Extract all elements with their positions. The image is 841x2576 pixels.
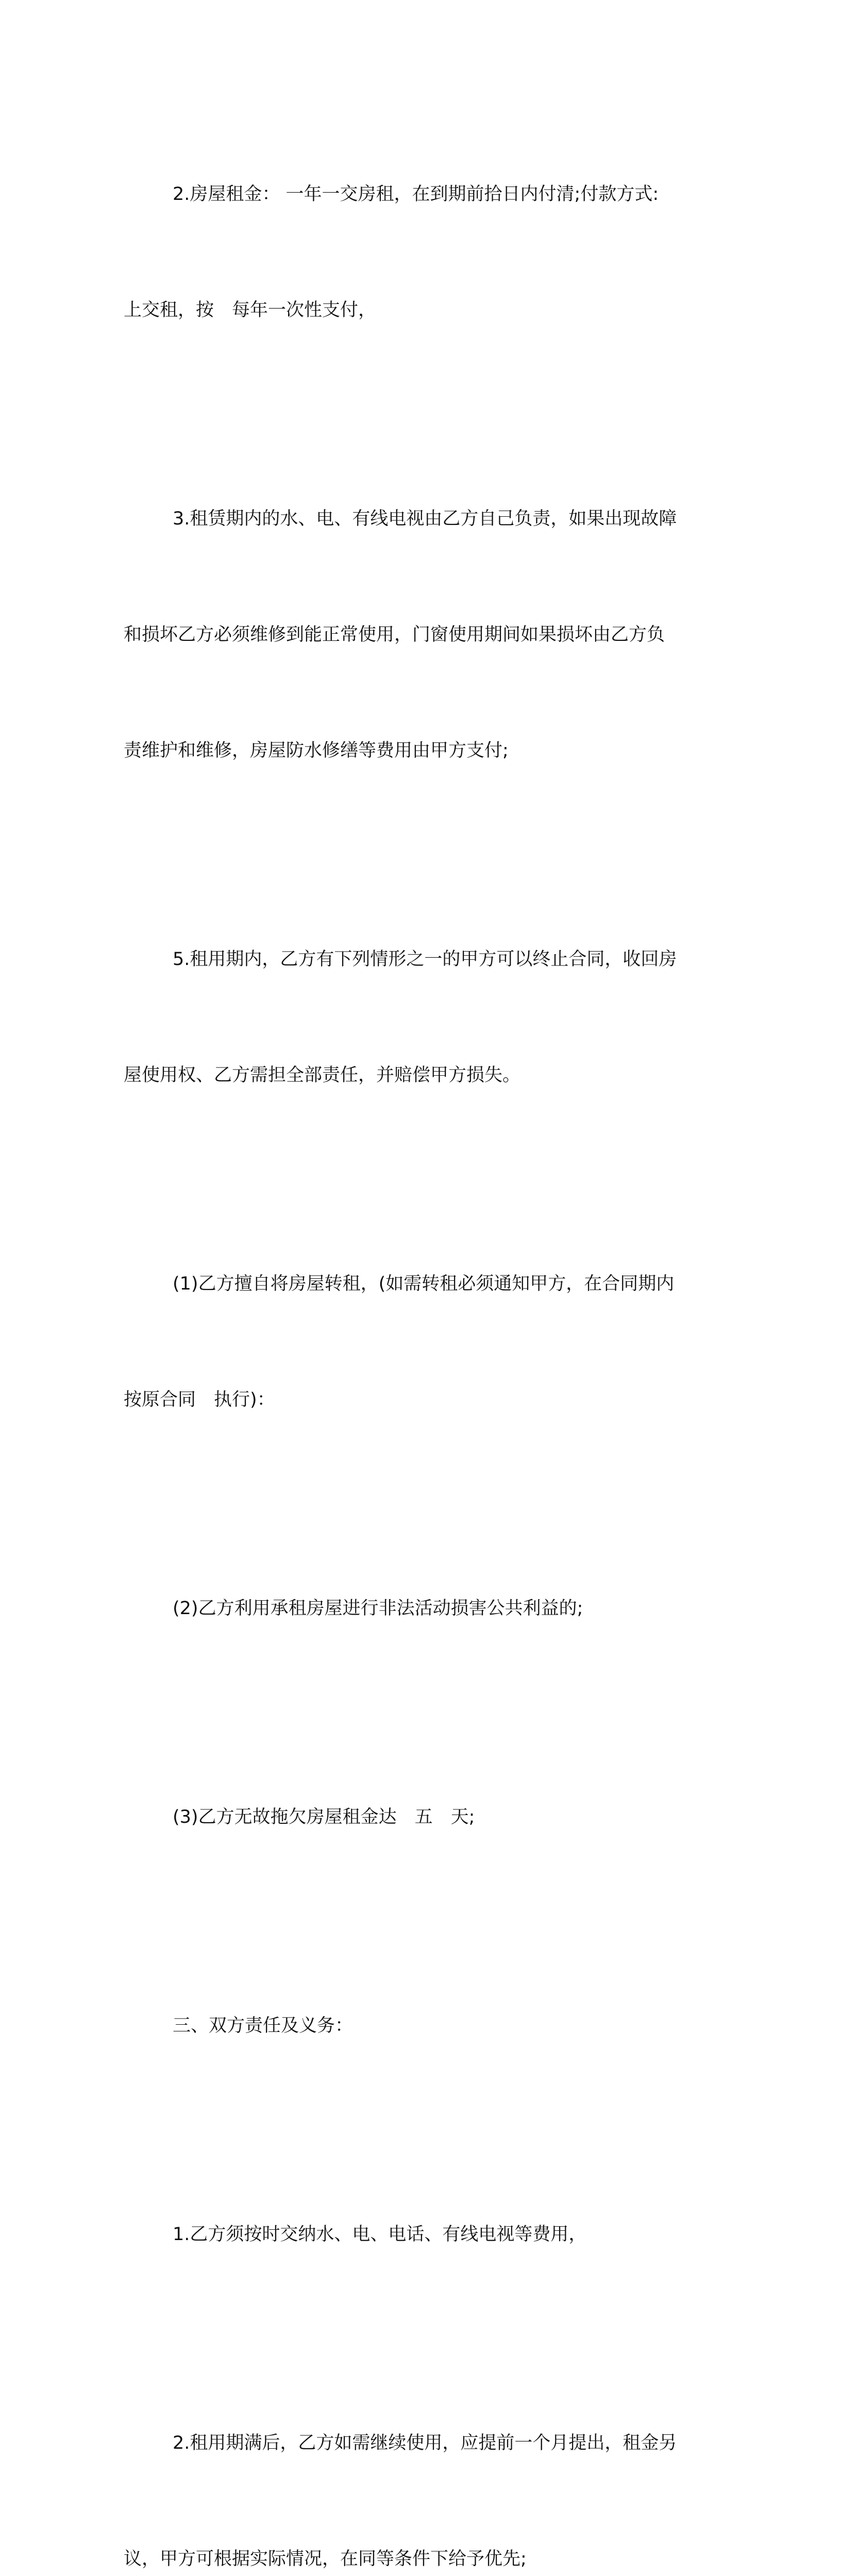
paragraph-line: 上交租，按 每年一次性支付， xyxy=(124,300,377,320)
paragraph-line: (2)乙方利用承租房屋进行非法活动损害公共利益的; xyxy=(173,1598,583,1619)
paragraph-line: 责维护和维修，房屋防水修缮等费用由甲方支付; xyxy=(124,740,509,761)
paragraph-line: 1.乙方须按时交纳水、电、电话、有线电视等费用， xyxy=(173,2224,587,2245)
paragraph-line: 和损坏乙方必须维修到能正常使用，门窗使用期间如果损坏由乙方负 xyxy=(124,624,665,645)
paragraph-fees xyxy=(124,2138,711,2331)
document-body xyxy=(124,98,711,2576)
paragraph-rent-arrears xyxy=(124,1721,711,1914)
section-heading-responsibilities xyxy=(124,1929,711,2123)
paragraph-sublet xyxy=(124,1188,711,1497)
paragraph-line: 3.租赁期内的水、电、有线电视由乙方自己负责，如果出现故障 xyxy=(173,509,677,529)
paragraph-renewal xyxy=(124,2347,711,2576)
paragraph-line: 2.租用期满后，乙方如需继续使用，应提前一个月提出，租金另 xyxy=(173,2433,677,2453)
paragraph-line: 按原合同 执行)： xyxy=(124,1389,275,1410)
paragraph-rent xyxy=(124,98,711,407)
paragraph-line: (3)乙方无故拖欠房屋租金达 五 天; xyxy=(173,1807,475,1827)
section-heading-text: 三、双方责任及义务： xyxy=(173,2015,354,2036)
paragraph-line: (1)乙方擅自将房屋转租，(如需转租必须通知甲方，在合同期内 xyxy=(173,1274,675,1294)
paragraph-termination xyxy=(124,863,711,1172)
paragraph-line: 5.租用期内，乙方有下列情形之一的甲方可以终止合同，收回房 xyxy=(173,949,677,970)
paragraph-line: 议，甲方可根据实际情况，在同等条件下给予优先; xyxy=(124,2549,527,2569)
paragraph-line: 屋使用权、乙方需担全部责任，并赔偿甲方损失。 xyxy=(124,1065,521,1086)
paragraph-line: 2.房屋租金： 一年一交房租，在到期前拾日内付清;付款方式: xyxy=(173,184,659,205)
paragraph-illegal-activity xyxy=(124,1512,711,1705)
paragraph-utilities xyxy=(124,422,711,848)
